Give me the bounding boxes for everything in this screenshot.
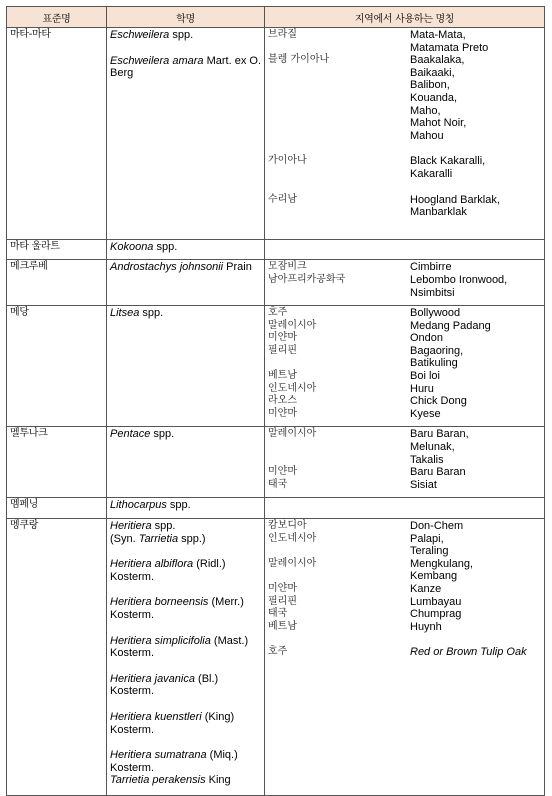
local-name-list xyxy=(410,345,541,370)
scientific-name-author: (Ridl.) Kosterm. xyxy=(110,558,226,583)
local-name: Bagaoring, xyxy=(410,344,464,357)
spacer xyxy=(410,142,541,155)
local-name: Huru xyxy=(410,382,434,395)
local-name-list xyxy=(410,608,541,621)
local-name: Mahot Noir, xyxy=(410,117,467,130)
scientific-name xyxy=(110,55,261,80)
local-name: Matamata Preto xyxy=(410,41,489,54)
local-names-cell xyxy=(265,28,545,240)
local-name: Chick Dong xyxy=(410,395,467,408)
spacer xyxy=(268,633,406,646)
table-row xyxy=(7,427,545,498)
country-name: 말레이시아 xyxy=(268,428,317,440)
table-row xyxy=(7,260,545,306)
standard-name-cell: 멩쿠랑 xyxy=(7,519,107,796)
country-name: 라오스 xyxy=(268,395,297,407)
scientific-name xyxy=(110,749,261,787)
scientific-name-italic: Eschweilera xyxy=(110,29,170,41)
scientific-name xyxy=(110,307,261,320)
scientific-name-cell xyxy=(107,498,265,519)
local-names-cell xyxy=(265,498,545,519)
local-names-grid xyxy=(268,428,541,491)
local-name: Chumprag xyxy=(410,608,462,621)
local-name: Takalis xyxy=(410,453,444,466)
scientific-name-author: spp. xyxy=(169,29,194,41)
scientific-name-italic: Heritiera sumatrana xyxy=(110,749,207,762)
scientific-name-italic: Heritiera javanica xyxy=(110,672,195,685)
local-name: Maho, xyxy=(410,104,441,117)
country-name: 수리남 xyxy=(268,193,297,205)
country-name: 필리핀 xyxy=(268,344,297,356)
scientific-name-author: spp. xyxy=(166,499,191,512)
synonym-italic: Tarrietia perakensis xyxy=(110,774,206,787)
local-names-cell xyxy=(265,239,545,260)
local-name-list xyxy=(410,558,541,583)
scientific-name xyxy=(110,596,261,621)
local-name: Batikuling xyxy=(410,357,458,370)
local-name: Baru Baran xyxy=(410,466,466,479)
scientific-name-cell xyxy=(107,239,265,260)
local-name-list xyxy=(410,383,541,396)
country-name: 가이아나 xyxy=(268,155,307,167)
scientific-name-italic: Lithocarpus xyxy=(110,499,167,512)
scientific-name-author: Mart. ex O. Berg xyxy=(110,54,262,80)
local-name: Mahou xyxy=(410,129,444,142)
scientific-name-cell xyxy=(107,260,265,306)
scientific-name xyxy=(110,635,261,660)
country-name: 호주 xyxy=(268,307,288,319)
synonym-rest: spp.) xyxy=(178,532,206,545)
country-name: 미얀마 xyxy=(268,332,297,344)
scientific-name xyxy=(110,241,261,254)
local-name: Kembang xyxy=(410,570,458,583)
spacer xyxy=(268,181,406,194)
table-row xyxy=(7,519,545,796)
local-name-list xyxy=(410,320,541,333)
local-name: Palapi, xyxy=(410,532,444,545)
country-name: 말레이시아 xyxy=(268,557,317,569)
local-name: Huynh xyxy=(410,620,442,633)
scientific-name-italic: Kokoona xyxy=(110,240,154,253)
scientific-name xyxy=(110,499,261,512)
local-name-list xyxy=(410,621,541,634)
local-name-list xyxy=(410,54,541,142)
header-standard-name: 표준명 xyxy=(7,7,107,28)
table-row xyxy=(7,239,545,260)
synonym-prefix: (Syn. xyxy=(110,532,139,545)
local-name-list xyxy=(410,596,541,609)
scientific-name xyxy=(110,673,261,698)
local-names-cell xyxy=(265,427,545,498)
scientific-name-author: (Miq.) Kosterm. xyxy=(110,749,238,774)
country-name: 말레이시아 xyxy=(268,319,317,331)
local-name-list xyxy=(410,408,541,421)
standard-name-cell: 마타 울라트 xyxy=(7,239,107,260)
local-name-list xyxy=(410,646,541,659)
local-name: Medang Padang xyxy=(410,319,491,332)
local-name: Balibon, xyxy=(410,79,450,92)
local-name-list xyxy=(410,261,541,274)
scientific-name-author: (Merr.) Kosterm. xyxy=(110,596,244,621)
scientific-name xyxy=(110,428,261,441)
local-name-list xyxy=(410,29,541,54)
local-name: Teraling xyxy=(410,545,449,558)
scientific-name-author: (Mast.) Kosterm. xyxy=(110,634,249,660)
local-name: Nsimbitsi xyxy=(410,286,455,299)
standard-name-cell: 멤페닝 xyxy=(7,498,107,519)
local-names-grid xyxy=(268,307,541,420)
local-name: Kakaralli xyxy=(410,167,453,180)
local-names-cell xyxy=(265,306,545,427)
scientific-name-italic: Heritiera borneensis xyxy=(110,596,209,609)
scientific-name-author: spp. xyxy=(153,240,178,253)
synonym-rest: King xyxy=(205,774,231,787)
country-name: 캄보디아 xyxy=(268,520,307,531)
scientific-name xyxy=(110,711,261,736)
scientific-name-author: (King) Kosterm. xyxy=(110,710,235,736)
local-names-grid xyxy=(268,520,541,659)
scientific-name xyxy=(110,29,261,42)
local-name: Kouanda, xyxy=(410,91,458,104)
scientific-name-cell xyxy=(107,519,265,796)
country-name: 베트남 xyxy=(268,620,297,632)
standard-name-cell: 멜투나크 xyxy=(7,427,107,498)
local-name: Red or Brown Tulip Oak xyxy=(410,646,527,659)
local-name-list xyxy=(410,466,541,479)
scientific-name-author: spp. xyxy=(150,428,175,441)
local-name-list xyxy=(410,520,541,533)
local-names-cell xyxy=(265,519,545,796)
scientific-name-italic: Androstachys johnsonii xyxy=(110,261,224,274)
scientific-name-italic: Heritiera xyxy=(110,520,152,532)
spacer xyxy=(410,181,541,194)
standard-name-cell: 마타-마타 xyxy=(7,28,107,240)
standard-name-cell: 메크루베 xyxy=(7,260,107,306)
local-names-grid xyxy=(268,261,541,299)
scientific-name xyxy=(110,558,261,583)
country-name: 인도네시아 xyxy=(268,382,317,394)
country-name: 베트남 xyxy=(268,370,297,382)
local-name-list xyxy=(410,370,541,383)
local-name: Black Kakaralli, xyxy=(410,155,486,168)
scientific-name-italic: Litsea xyxy=(110,307,140,320)
scientific-name-italic: Heritiera simplicifolia xyxy=(110,634,211,647)
local-name: Bollywood xyxy=(410,307,461,320)
table-row xyxy=(7,28,545,240)
local-name: Don-Chem xyxy=(410,520,464,532)
header-row xyxy=(7,7,545,28)
country-name: 남아프리카공화국 xyxy=(268,273,346,285)
country-name: 블렝 가이아나 xyxy=(268,54,330,66)
local-name: Ondon xyxy=(410,332,444,345)
scientific-name-cell xyxy=(107,28,265,240)
local-name: Boi loi xyxy=(410,370,440,383)
table-row xyxy=(7,498,545,519)
scientific-name xyxy=(110,261,261,274)
scientific-name-author: spp. xyxy=(151,520,176,532)
local-name-list xyxy=(410,395,541,408)
scientific-name-author: (Bl.) Kosterm. xyxy=(110,672,219,698)
country-name: 호주 xyxy=(268,646,288,658)
local-name-list xyxy=(410,428,541,466)
local-names-grid xyxy=(268,29,541,219)
country-name: 태국 xyxy=(268,478,288,490)
country-name: 인도네시아 xyxy=(268,532,317,544)
synonym-italic: Tarrietia xyxy=(138,532,179,545)
local-name-list xyxy=(410,533,541,558)
header-scientific-name: 학명 xyxy=(107,7,265,28)
local-name-list xyxy=(410,307,541,320)
scientific-name-author: Prain xyxy=(223,261,252,274)
local-name: Manbarklak xyxy=(410,206,467,219)
scientific-name-italic: Eschweilera amara xyxy=(110,54,204,67)
scientific-name-italic: Pentace xyxy=(110,428,151,441)
local-name: Sisiat xyxy=(410,478,437,491)
scientific-name xyxy=(110,520,261,545)
country-name: 미얀마 xyxy=(268,582,297,594)
local-name: Lebombo Ironwood, xyxy=(410,273,508,286)
local-name: Kyese xyxy=(410,407,441,420)
spacer xyxy=(268,142,406,155)
country-name: 미얀마 xyxy=(268,407,297,419)
scientific-name-italic: Heritiera kuenstleri xyxy=(110,710,202,723)
local-name: Kanze xyxy=(410,582,442,595)
local-name-list xyxy=(410,274,541,299)
local-name: Melunak, xyxy=(410,441,455,454)
scientific-name-author: spp. xyxy=(139,307,164,320)
country-name: 미얀마 xyxy=(268,466,297,478)
local-name-list xyxy=(410,479,541,492)
local-name-list xyxy=(410,332,541,345)
local-name: Lumbayau xyxy=(410,595,462,608)
spacer xyxy=(410,633,541,646)
country-name: 브라질 xyxy=(268,29,297,40)
local-name-list xyxy=(410,194,541,219)
local-name: Cimbirre xyxy=(410,261,452,274)
country-name: 필리핀 xyxy=(268,595,297,607)
local-name-list xyxy=(410,583,541,596)
local-name: Hoogland Barklak, xyxy=(410,193,500,206)
scientific-name-cell xyxy=(107,427,265,498)
local-name-list xyxy=(410,155,541,180)
local-name: Mata-Mata, xyxy=(410,29,466,41)
local-names-cell xyxy=(265,260,545,306)
scientific-name-cell xyxy=(107,306,265,427)
local-name: Baakalaka, xyxy=(410,54,465,67)
country-name: 모잠비크 xyxy=(268,261,307,273)
local-name: Baru Baran, xyxy=(410,428,469,441)
local-name: Mengkulang, xyxy=(410,557,473,570)
country-name: 태국 xyxy=(268,608,288,620)
scientific-name-italic: Heritiera albiflora xyxy=(110,558,194,571)
table-row xyxy=(7,306,545,427)
standard-name-cell: 메당 xyxy=(7,306,107,427)
header-local-names: 지역에서 사용하는 명칭 xyxy=(265,7,545,28)
wood-names-table xyxy=(6,6,545,796)
local-name: Baikaaki, xyxy=(410,66,455,79)
